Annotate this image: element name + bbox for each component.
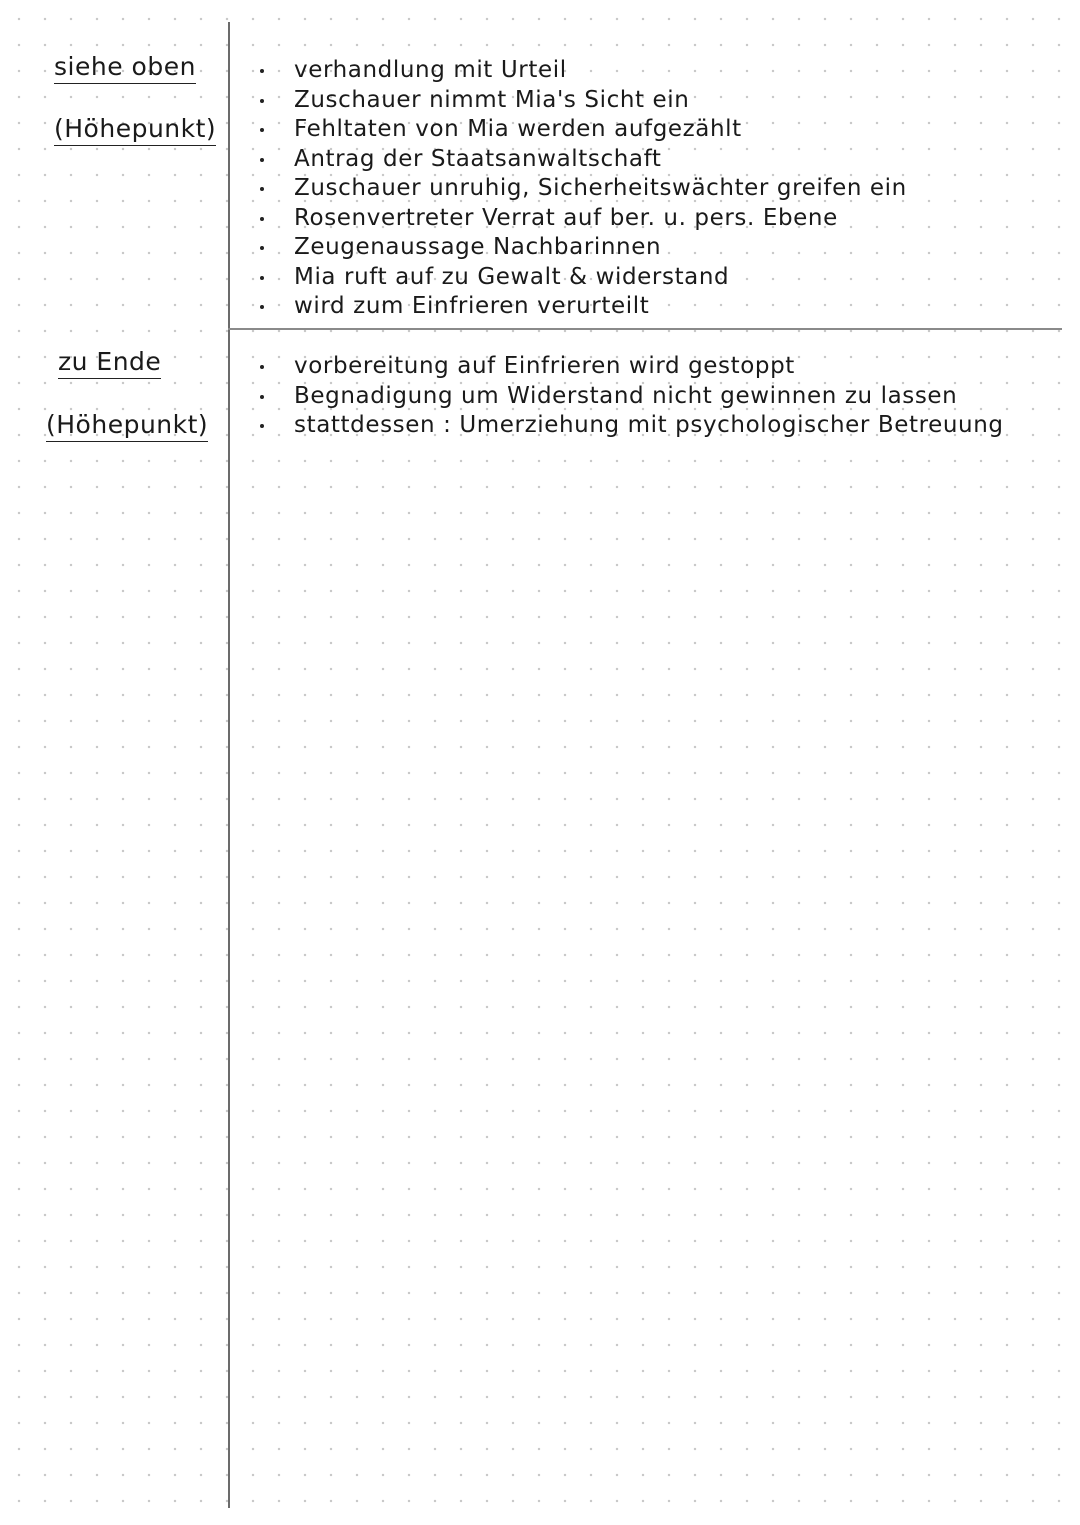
list-item: Mia ruft auf zu Gewalt & widerstand bbox=[270, 263, 907, 293]
list-item: stattdessen : Umerziehung mit psychologischer Betreuung bbox=[270, 411, 1004, 441]
column-divider bbox=[228, 22, 230, 1508]
bullet-dot bbox=[260, 246, 264, 250]
bullet-dot bbox=[260, 395, 264, 399]
list-item: Rosenvertreter Verrat auf ber. u. pers. Ebene bbox=[270, 204, 907, 234]
list-item: verhandlung mit Urteil bbox=[270, 56, 907, 86]
section-2-bullet-list bbox=[270, 352, 1004, 441]
list-item: Fehltaten von Mia werden aufgezählt bbox=[270, 115, 907, 145]
bullet-dot bbox=[260, 69, 264, 73]
list-item: Begnadigung um Widerstand nicht gewinnen zu lassen bbox=[270, 382, 1004, 412]
bullet-dot bbox=[260, 99, 264, 103]
bullet-dot bbox=[260, 424, 264, 428]
bullet-dot bbox=[260, 217, 264, 221]
section-1-sublabel: (Höhepunkt) bbox=[54, 114, 216, 146]
list-item: Antrag der Staatsanwaltschaft bbox=[270, 145, 907, 175]
list-item: Zeugenaussage Nachbarinnen bbox=[270, 233, 907, 263]
list-item: vorbereitung auf Einfrieren wird gestoppt bbox=[270, 352, 1004, 382]
list-item: wird zum Einfrieren verurteilt bbox=[270, 292, 907, 322]
bullet-dot bbox=[260, 276, 264, 280]
section-2-sublabel: (Höhepunkt) bbox=[46, 410, 208, 442]
bullet-dot bbox=[260, 187, 264, 191]
list-item: Zuschauer nimmt Mia's Sicht ein bbox=[270, 86, 907, 116]
section-1-bullet-list bbox=[270, 56, 907, 322]
section-2-label: zu Ende bbox=[58, 347, 161, 379]
bullet-dot bbox=[260, 128, 264, 132]
row-divider bbox=[228, 328, 1062, 330]
bullet-dot bbox=[260, 365, 264, 369]
bullet-dot bbox=[260, 305, 264, 309]
bullet-dot bbox=[260, 158, 264, 162]
list-item: Zuschauer unruhig, Sicherheitswächter greifen ein bbox=[270, 174, 907, 204]
section-1-label: siehe oben bbox=[54, 52, 196, 84]
